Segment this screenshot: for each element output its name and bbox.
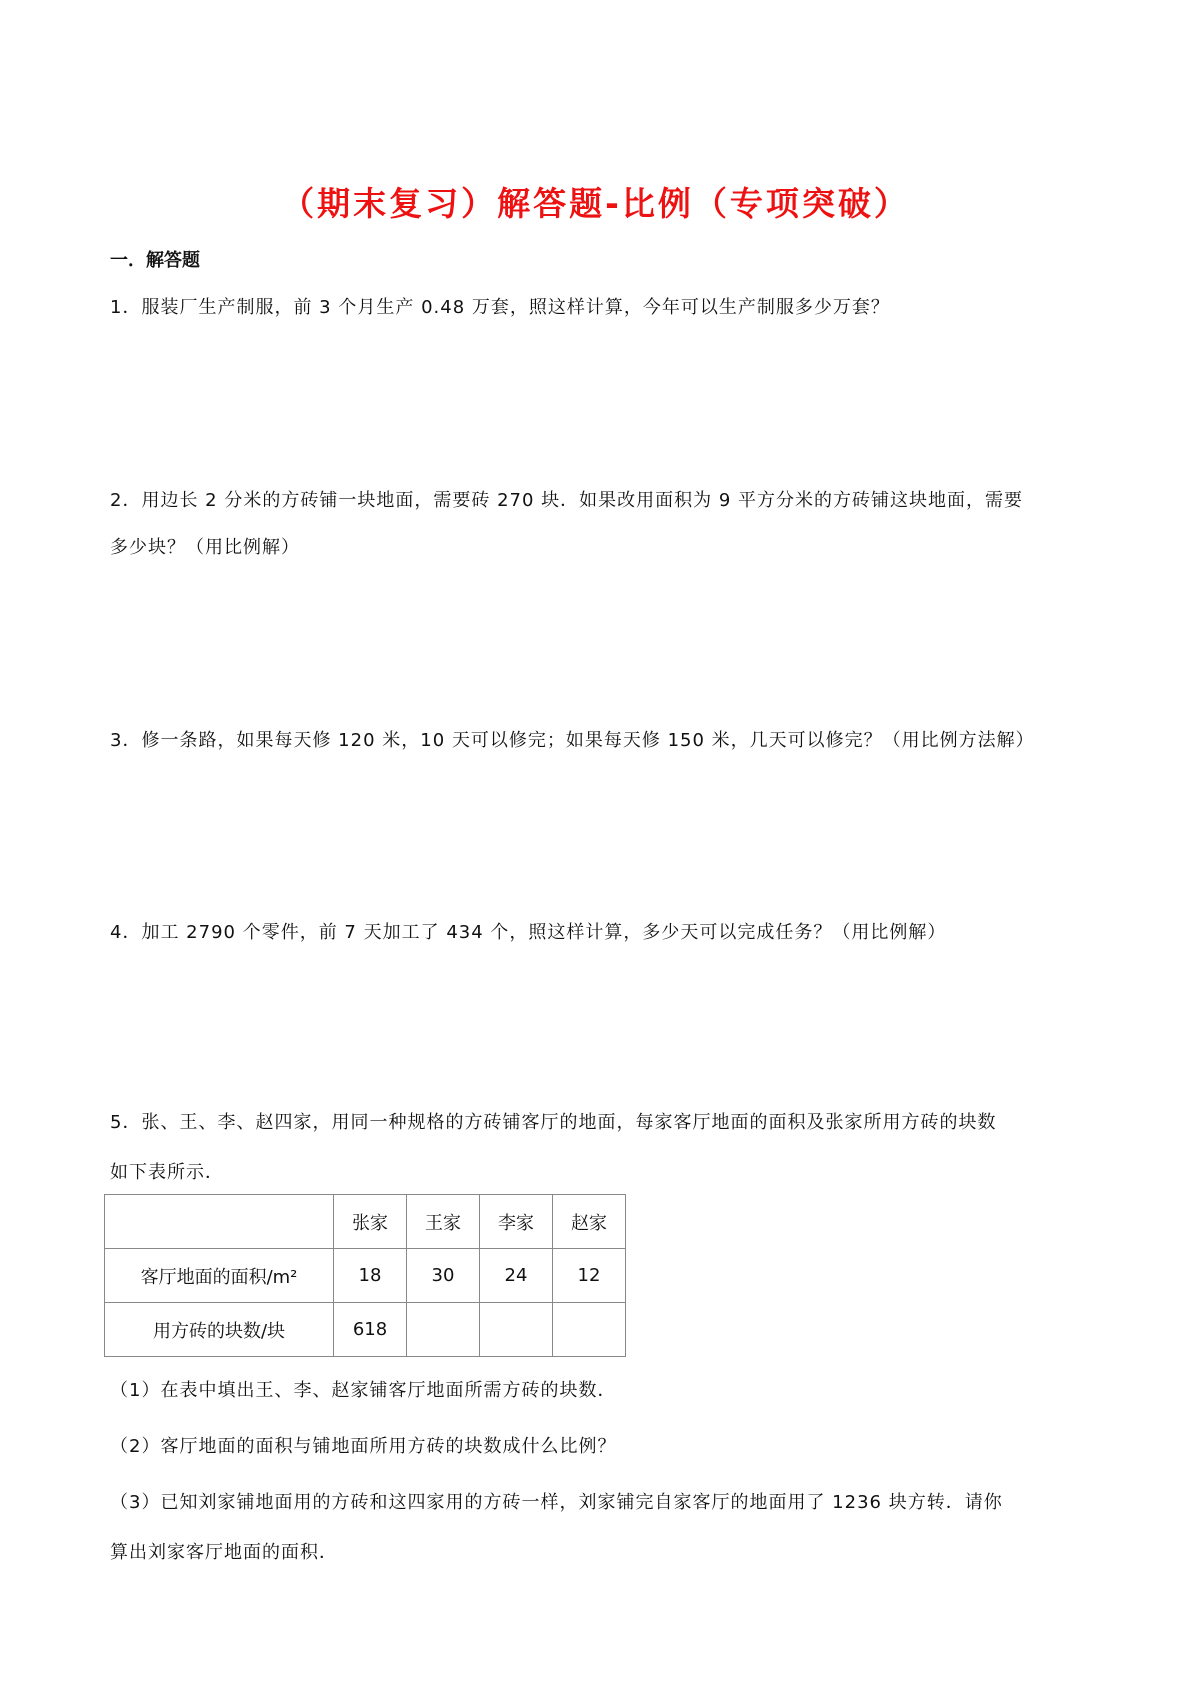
table-cell: 18 bbox=[334, 1249, 407, 1303]
subquestion-3-line-1: （3）已知刘家铺地面用的方砖和这四家用的方砖一样，刘家铺完自家客厅的地面用了 1236 块方转．请你 bbox=[110, 1492, 1003, 1513]
table-cell: 618 bbox=[334, 1303, 407, 1357]
table-cell: 12 bbox=[553, 1249, 626, 1303]
subquestion-3-line-2: 算出刘家客厅地面的面积． bbox=[110, 1542, 338, 1563]
table-cell: 24 bbox=[480, 1249, 553, 1303]
table-cell-blank bbox=[480, 1303, 553, 1357]
question-2-line-1: 2．用边长 2 分米的方砖铺一块地面，需要砖 270 块．如果改用面积为 9 平方分米的方砖铺这块地面，需要 bbox=[110, 490, 1024, 511]
page-title: （期末复习）解答题-比例（专项突破） bbox=[281, 184, 910, 223]
subquestion-2: （2）客厅地面的面积与铺地面所用方砖的块数成什么比例？ bbox=[110, 1436, 617, 1457]
table-row bbox=[105, 1303, 626, 1357]
question-5-line-2: 如下表所示． bbox=[110, 1162, 224, 1183]
table-header-row bbox=[105, 1195, 626, 1249]
question-3: 3．修一条路，如果每天修 120 米，10 天可以修完；如果每天修 150 米，几天可以修完？（用比例方法解） bbox=[110, 730, 1035, 751]
table-cell-blank bbox=[407, 1303, 480, 1357]
table-header-cell bbox=[105, 1195, 334, 1249]
question-2-line-2: 多少块？（用比例解） bbox=[110, 537, 300, 558]
table-row bbox=[105, 1249, 626, 1303]
subquestion-1: （1）在表中填出王、李、赵家铺客厅地面所需方砖的块数． bbox=[110, 1380, 617, 1401]
table-header-cell: 李家 bbox=[480, 1195, 553, 1249]
table-cell-blank bbox=[553, 1303, 626, 1357]
table-header-cell: 张家 bbox=[334, 1195, 407, 1249]
section-heading: 一．解答题 bbox=[110, 250, 200, 271]
table-header-cell: 赵家 bbox=[553, 1195, 626, 1249]
row-label: 客厅地面的面积/m² bbox=[105, 1249, 334, 1303]
question-1: 1．服装厂生产制服，前 3 个月生产 0.48 万套，照这样计算，今年可以生产制服多少万套？ bbox=[110, 297, 890, 318]
row-label: 用方砖的块数/块 bbox=[105, 1303, 334, 1357]
table-cell: 30 bbox=[407, 1249, 480, 1303]
table-header-cell: 王家 bbox=[407, 1195, 480, 1249]
question-5-line-1: 5．张、王、李、赵四家，用同一种规格的方砖铺客厅的地面，每家客厅地面的面积及张家所用方砖的块数 bbox=[110, 1112, 997, 1133]
area-tiles-table bbox=[104, 1194, 626, 1357]
question-4: 4．加工 2790 个零件，前 7 天加工了 434 个，照这样计算，多少天可以完成任务？（用比例解） bbox=[110, 922, 947, 943]
